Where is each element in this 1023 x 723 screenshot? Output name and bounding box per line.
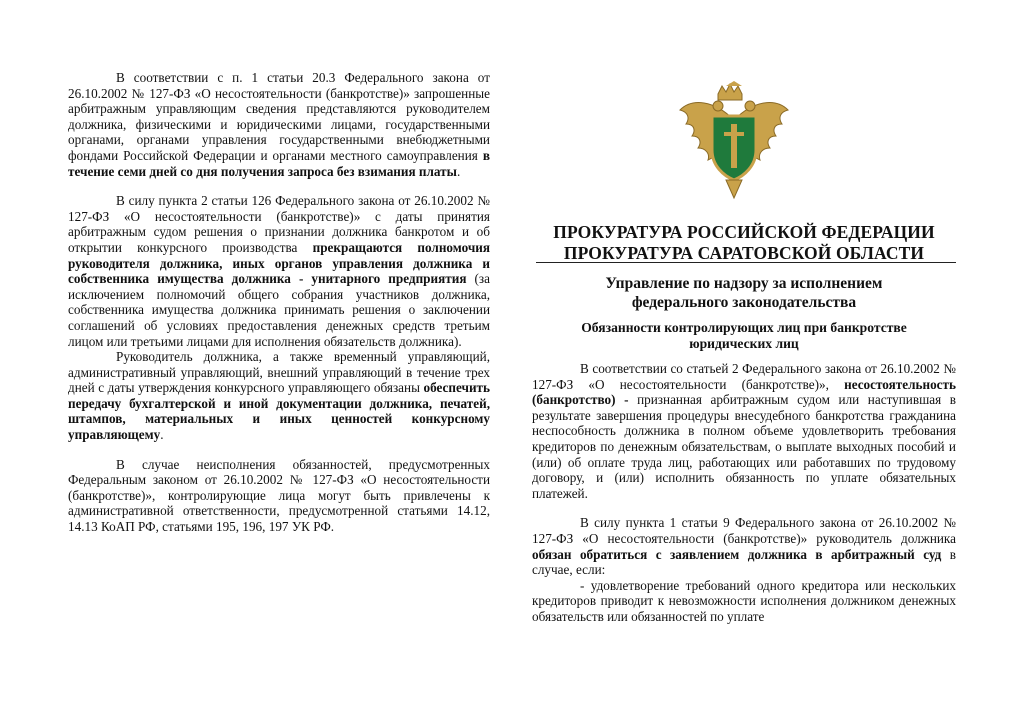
right-paragraph-2: В силу пункта 1 статьи 9 Федерального закона от 26.10.2002 № 127-ФЗ «О несостоятельности (банкротстве)» руководитель должника обязан обратиться с заявлением должника в арбитражный суд в случае, если: (532, 515, 956, 578)
right-paragraph-1: В соответствии со статьей 2 Федерального закона от 26.10.2002 № 127-ФЗ «О несостоятельности (банкротстве)», несостоятельность (банкротство) - признанная арбитражным судом или наступившая в результате завершения процедуры внесудебного банкротства гражданина неспособность должника в полном объеме удовлетворить требования кредиторов по денежным обязательствам, о выплате выходных пособий и (или) об оплате труда лиц, работающих или работавших по трудовому договору, и (или) исполнить обязанность по уплате обязательных платежей. (532, 361, 956, 501)
title-divider (536, 262, 956, 263)
right-body-text (532, 361, 956, 625)
left-paragraph-1: В соответствии с п. 1 статьи 20.3 Федерального закона от 26.10.2002 № 127-ФЗ «О несостоятельности (банкротстве)» запрошенные арбитражным управляющим сведения представляются руководителем должника, физическими и юридическими лицами, государственными органами, органами управления государственными внебюджетными фондами Российской Федерации и органами местного самоуправления в течение семи дней со дня получения запроса без взимания платы. (68, 70, 490, 179)
organization-title: ПРОКУРАТУРА РОССИЙСКОЙ ФЕДЕРАЦИИ ПРОКУРАТУРА САРАТОВСКОЙ ОБЛАСТИ (553, 222, 935, 263)
left-paragraph-3: Руководитель должника, а также временный управляющий, административный управляющий, внешний управляющий в течение трех дней с даты утверждения конкурсного управляющего обязаны обеспечить передачу бухгалтерской и иной документации должника, печатей, штампов, материальных и иных ценностей конкурсному управляющему. (68, 349, 490, 443)
leaflet-subtitle: Обязанности контролирующих лиц при банкротстве юридических лиц (581, 320, 907, 351)
left-column (68, 70, 490, 535)
right-paragraph-3: - удовлетворение требований одного кредитора или нескольких кредиторов приводит к невозможности исполнения должником денежных обязательств или обязанностей по уплате (532, 577, 956, 624)
prosecutor-emblem-icon (674, 80, 794, 200)
left-paragraph-2: В силу пункта 2 статьи 126 Федерального закона от 26.10.2002 № 127-ФЗ «О несостоятельности (банкротстве)» с даты принятия арбитражным судом решения о признании должника банкротом и об открытии конкурсного производства прекращаются полномочия руководителя должника, иных органов управления должника и собственника имущества должника - унитарного предприятия (за исключением полномочий общего собрания участников должника, собственника имущества должника принимать решения о заключении соглашений об условиях предоставления денежных средств третьим лицом или третьими лицами для исполнения обязательств должника). (68, 193, 490, 349)
left-paragraph-4: В случае неисполнения обязанностей, предусмотренных Федеральным законом от 26.10.2002 № 127-ФЗ «О несостоятельности (банкротстве)», контролирующие лица могут быть привлечены к административной ответственности, предусмотренной статьями 14.12, 14.13 КоАП РФ, статьями 195, 196, 197 УК РФ. (68, 456, 490, 535)
department-title: Управление по надзору за исполнением федерального законодательства (605, 275, 883, 311)
